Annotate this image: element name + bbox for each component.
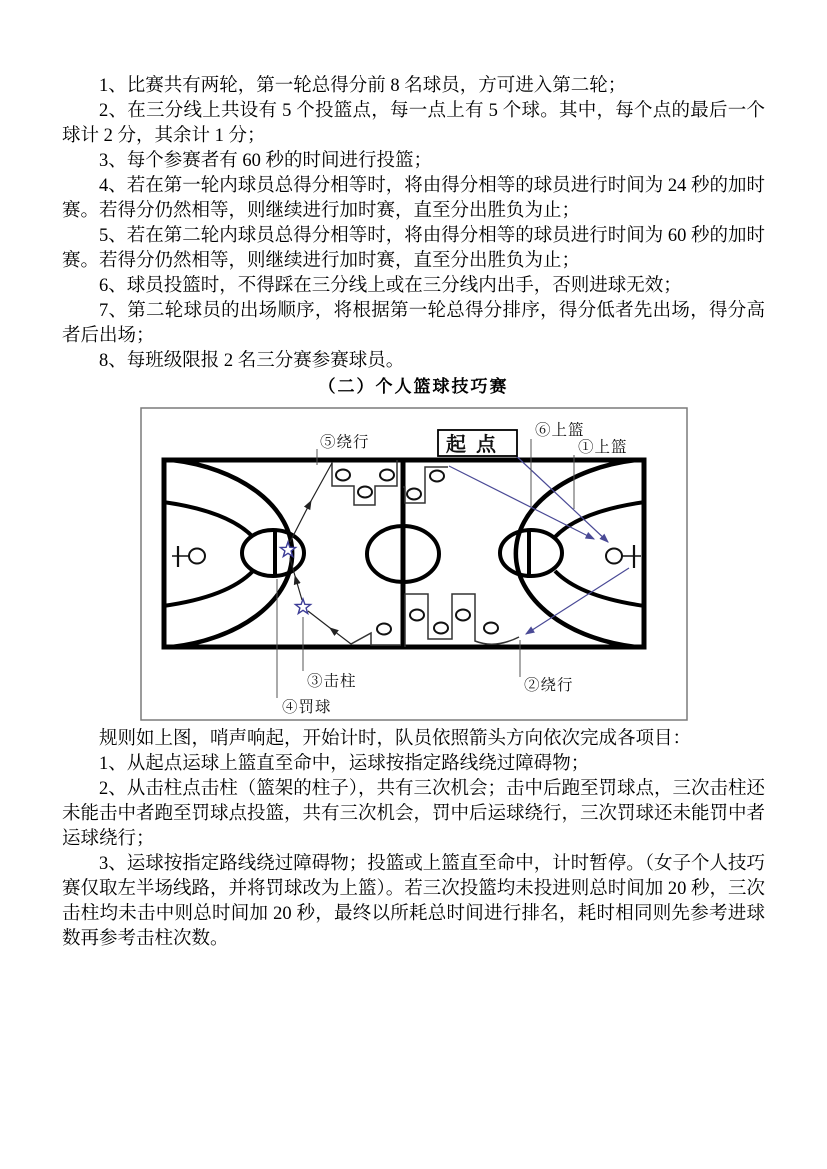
start-point-label: 起点 xyxy=(446,434,506,456)
court-diagram-figure xyxy=(140,407,688,721)
rule-paragraph: 7、第二轮球员的出场顺序，将根据第一轮总得分排序，得分低者先出场，得分高者后出场； xyxy=(62,301,765,346)
basketball-court-diagram xyxy=(140,407,688,721)
label-step6-layup: ⑥上篮 xyxy=(535,422,585,439)
skill-rule-paragraph: 1、从起点运球上篮直至命中，运球按指定路线绕过障碍物； xyxy=(99,754,590,774)
rule-paragraph: 6、球员投篮时，不得踩在三分线上或在三分线内出手，否则进球无效； xyxy=(99,276,682,296)
rule-paragraph: 5、若在第二轮内球员总得分相等时，将由得分相等的球员进行时间为 60 秒的加时赛。若得分仍然相等，则继续进行加时赛，直至分出胜负为止； xyxy=(62,226,766,271)
skill-rule-paragraph: 2、从击柱点击柱（篮架的柱子），共有三次机会；击中后跑至罚球点，三次击柱还未能击中者跑至罚球点投篮，共有三次机会，罚中后运球绕行，三次罚球还未能罚中者运球绕行； xyxy=(62,779,766,849)
label-step5-detour: ⑤绕行 xyxy=(320,434,370,451)
rule-paragraph: 4、若在第一轮内球员总得分相等时，将由得分相等的球员进行时间为 24 秒的加时赛。若得分仍然相等，则继续进行加时赛，直至分出胜负为止； xyxy=(62,176,766,221)
label-step1-layup: ①上篮 xyxy=(578,439,628,456)
rule-paragraph: 3、每个参赛者有 60 秒的时间进行投篮； xyxy=(99,151,433,171)
rule-paragraph: 8、每班级限报 2 名三分赛参赛球员。 xyxy=(99,351,405,371)
skill-rule-paragraph: 3、运球按指定路线绕过障碍物；投篮或上篮直至命中，计时暂停。（女子个人技巧赛仅取左半场线路，并将罚球改为上篮）。若三次投篮均未投进则总时间加 20 秒，三次击柱均未击中则总时间加 20 秒，最终以所耗总时间进行排名，耗时相同则先参考进球数再参考击柱次数。 xyxy=(62,854,766,949)
skill-rules-intro: 规则如上图，哨声响起，开始计时，队员依照箭头方向依次完成各项目： xyxy=(99,729,692,749)
label-step3-hit-pole: ③击柱 xyxy=(307,673,357,690)
label-step4-free-throw: ④罚球 xyxy=(282,699,332,716)
rule-paragraph: 2、在三分线上共设有 5 个投篮点，每一点上有 5 个球。其中，每个点的最后一个球计 2 分，其余计 1 分； xyxy=(62,101,765,146)
section-title: （二）个人篮球技巧赛 xyxy=(318,377,509,396)
label-step2-detour: ②绕行 xyxy=(524,677,574,694)
rule-paragraph: 1、比赛共有两轮，第一轮总得分前 8 名球员，方可进入第二轮； xyxy=(99,76,627,96)
